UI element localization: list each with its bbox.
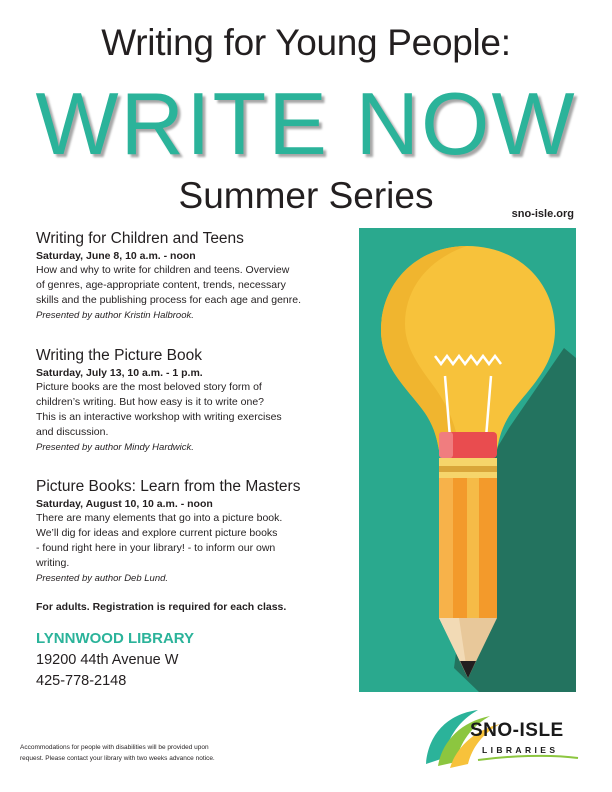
title-write-now: WRITE NOW (35, 74, 577, 173)
logo-subtitle: LIBRARIES (482, 745, 559, 755)
registration-notice: For adults. Registration is required for each class. (36, 601, 287, 613)
session-2 (36, 347, 354, 455)
session-description-line: - found right here in your library! - to inform our own (36, 542, 276, 554)
session-description-line: How and why to write for children and teens. Overview (36, 264, 290, 276)
accessibility-notice (20, 742, 260, 764)
session-description-line: of genres, age-appropriate content, trends, necessary (36, 279, 286, 291)
session-title: Writing the Picture Book (36, 347, 202, 364)
session-date: Saturday, July 13, 10 a.m. - 1 p.m. (36, 367, 203, 379)
session-presenter: Presented by author Mindy Hardwick. (36, 442, 194, 453)
library-phone: 425-778-2148 (36, 673, 127, 689)
library-name: LYNNWOOD LIBRARY (36, 630, 195, 647)
accessibility-line: Accommodations for people with disabilities will be provided upon (20, 744, 209, 751)
session-3 (36, 478, 354, 586)
session-title: Picture Books: Learn from the Masters (36, 478, 301, 495)
session-description-line: children’s writing. But how easy is it to write one? (36, 396, 264, 408)
lightbulb-pencil-icon (359, 228, 576, 692)
session-presenter: Presented by author Kristin Halbrook. (36, 310, 194, 321)
session-date: Saturday, August 10, 10 a.m. - noon (36, 498, 213, 510)
logo-name: SNO-ISLE (470, 720, 564, 741)
session-presenter: Presented by author Deb Lund. (36, 573, 169, 584)
title-line-1: Writing for Young People: (101, 22, 511, 63)
session-date: Saturday, June 8, 10 a.m. - noon (36, 250, 196, 262)
session-description-line: and discussion. (36, 426, 109, 438)
session-1 (36, 230, 354, 323)
title-summer-series: Summer Series (178, 175, 434, 216)
session-description-line: Picture books are the most beloved story form of (36, 381, 262, 393)
session-title: Writing for Children and Teens (36, 230, 244, 247)
library-address: 19200 44th Avenue W (36, 652, 179, 668)
website-link[interactable]: sno-isle.org (511, 208, 574, 220)
session-description-line: writing. (36, 557, 70, 569)
session-description-line: We’ll dig for ideas and explore current picture books (36, 527, 278, 539)
session-description-line: This is an interactive workshop with writing exercises (36, 411, 282, 423)
session-description-line: There are many elements that go into a picture book. (36, 512, 283, 524)
accessibility-line: request. Please contact your library with two weeks advance notice. (20, 755, 215, 762)
session-description-line: skills and the publishing process for each age and genre. (36, 294, 302, 306)
